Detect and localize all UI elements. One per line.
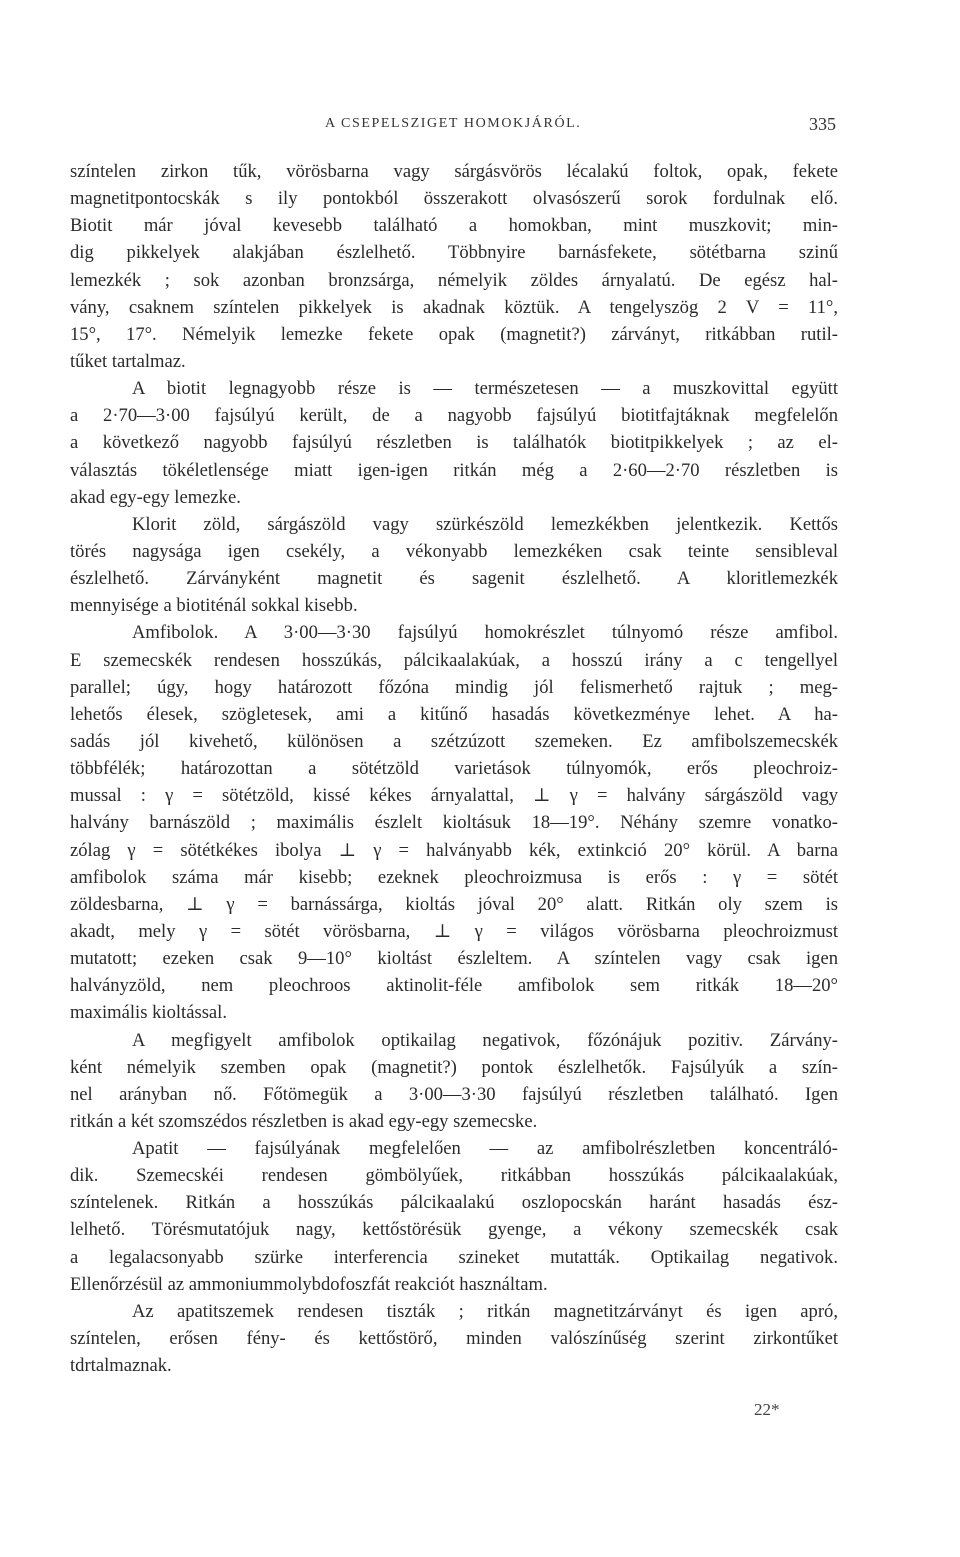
text-line: észlelhető. Zárványként magnetit és sagenit észlelhető. A kloritlemezkék (70, 568, 838, 590)
text-line: dig pikkelyek alakjában észlelhető. Többnyire barnásfekete, sötétbarna szinű (70, 242, 838, 264)
text-line: nel arányban nő. Főtömegük a 3·00—3·30 fajsúlyú részletben található. Igen (70, 1083, 838, 1105)
text-line: tdrtalmaznak. (70, 1355, 172, 1377)
text-line: lemezkék ; sok azonban bronzsárga, némelyik zöldes árnyalatú. De egész hal- (70, 269, 838, 291)
page-number: 335 (809, 114, 836, 134)
text-line: mutatott; ezeken csak 9—10° kioltást észleltem. A színtelen vagy csak igen (70, 948, 838, 970)
text-line: amfibolok száma már kisebb; ezeknek pleochroizmusa is erős : γ = sötét (70, 866, 838, 888)
text-line: színtelen zirkon tűk, vörösbarna vagy sárgásvörös lécalakú foltok, opak, fekete (70, 161, 838, 182)
text-line: mussal : γ = sötétzöld, kissé kékes árnyalattal, ⊥ γ = halvány sárgászöld vagy (70, 785, 838, 807)
text-line: ritkán a két szomszédos részletben is akad egy-egy szemecske. (70, 1110, 538, 1132)
text-line: Amfibolok. A 3·00—3·30 fajsúlyú homokrészlet túlnyomó része amfibol. (132, 622, 838, 644)
text-line: maximális kioltással. (70, 1002, 227, 1024)
text-line: halványzöld, nem pleochroos aktinolit-féle amfibolok sem ritkák 18—20° (70, 975, 838, 997)
text-line: Apatit — fajsúlyának megfelelően — az amfibolrészletben koncentráló- (132, 1138, 838, 1160)
text-line: választás tökéletlensége miatt igen-igen ritkán még a 2·60—2·70 részletben is (70, 459, 838, 481)
text-line: zólag γ = sötétkékes ibolya ⊥ γ = halványabb kék, extinkció 20° körül. A barna (70, 839, 838, 861)
signature-mark: 22* (754, 1400, 780, 1419)
running-title: A CSEPELSZIGET HOMOKJÁRÓL. (325, 116, 582, 131)
text-line: Ellenőrzésül az ammoniummolybdofoszfát reakciót használtam. (70, 1273, 548, 1295)
text-line: többfélék; határozottan a sötétzöld varietások túlnyomók, erős pleochroiz- (70, 758, 838, 780)
text-line: ként némelyik szemben opak (magnetit?) pontok észlelhetők. Fajsúlyúk a szín- (70, 1056, 838, 1078)
text-line: mennyisége a biotiténál sokkal kisebb. (70, 595, 358, 617)
body-text (70, 158, 838, 1379)
text-line: Klorit zöld, sárgászöld vagy szürkészöld lemezkékben jelentkezik. Kettős (132, 513, 838, 535)
text-line: törés nagysága igen csekély, a vékonyabb lemezkéken csak teinte sensibleval (70, 540, 838, 562)
text-line: a 2·70—3·00 fajsúlyú került, de a nagyobb fajsúlyú biotitfajtáknak megfelelőn (70, 405, 838, 427)
text-line: színtelenek. Ritkán a hosszúkás pálcikaalakú oszlopocskán haránt hasadás ész- (70, 1192, 838, 1214)
text-line: vány, csaknem színtelen pikkelyek is akadnak köztük. A tengelyszög 2 V = 11°, (70, 296, 838, 318)
text-line: magnetitpontocskák s ily pontokból összerakott olvasószerű sorok fordulnak elő. (70, 188, 838, 210)
text-line: lelhető. Törésmutatójuk nagy, kettőstörésük gyenge, a vékony szemecskék csak (70, 1219, 838, 1241)
page-header (70, 114, 836, 138)
text-line: akadt, mely γ = sötét vörösbarna, ⊥ γ = világos vörösbarna pleochroizmust (70, 920, 838, 942)
text-line: színtelen, erősen fény- és kettőstörő, minden valószínűség szerint zirkontűket (70, 1328, 838, 1350)
text-line: sadás jól kivehető, különösen a szétzúzott szemeken. Ez amfibolszemecskék (70, 730, 838, 752)
text-line: dik. Szemecskéi rendesen gömbölyűek, ritkábban hosszúkás pálcikaalakúak, (70, 1165, 838, 1187)
text-line: lehetős élesek, szögletesek, ami a kitűnő hasadás következménye lehet. A ha- (70, 703, 838, 725)
text-line: akad egy-egy lemezke. (70, 486, 241, 508)
text-line: zöldesbarna, ⊥ γ = barnássárga, kioltás jóval 20° alatt. Ritkán oly szem is (70, 893, 838, 915)
text-line: halvány barnászöld ; maximális észlelt kioltásuk 18—19°. Néhány szemre vonatko- (70, 812, 838, 834)
text-line: a következő nagyobb fajsúlyú részletben is találhatók biotitpikkelyek ; az el- (70, 432, 838, 454)
text-line: Biotit már jóval kevesebb található a homokban, mint muszkovit; min- (70, 215, 838, 237)
text-line: Az apatitszemek rendesen tiszták ; ritkán magnetitzárványt és igen apró, (132, 1300, 838, 1322)
text-line: a legalacsonyabb szürke interferencia szineket mutatták. Optikailag negativok. (70, 1246, 838, 1268)
text-line: tűket tartalmaz. (70, 350, 186, 372)
text-line: parallel; úgy, hogy határozott főzóna mindig jól felismerhető rajtuk ; meg- (70, 676, 838, 698)
text-line: 15°, 17°. Némelyik lemezke fekete opak (magnetit?) zárványt, ritkábban rutil- (70, 323, 838, 345)
text-line: E szemecskék rendesen hosszúkás, pálcikaalakúak, a hosszú irány a c tengellyel (70, 649, 838, 671)
text-line: A biotit legnagyobb része is — természetesen — a muszkovittal együtt (132, 378, 838, 400)
text-line: A megfigyelt amfibolok optikailag negativok, főzónájuk pozitiv. Zárvány- (132, 1029, 838, 1051)
